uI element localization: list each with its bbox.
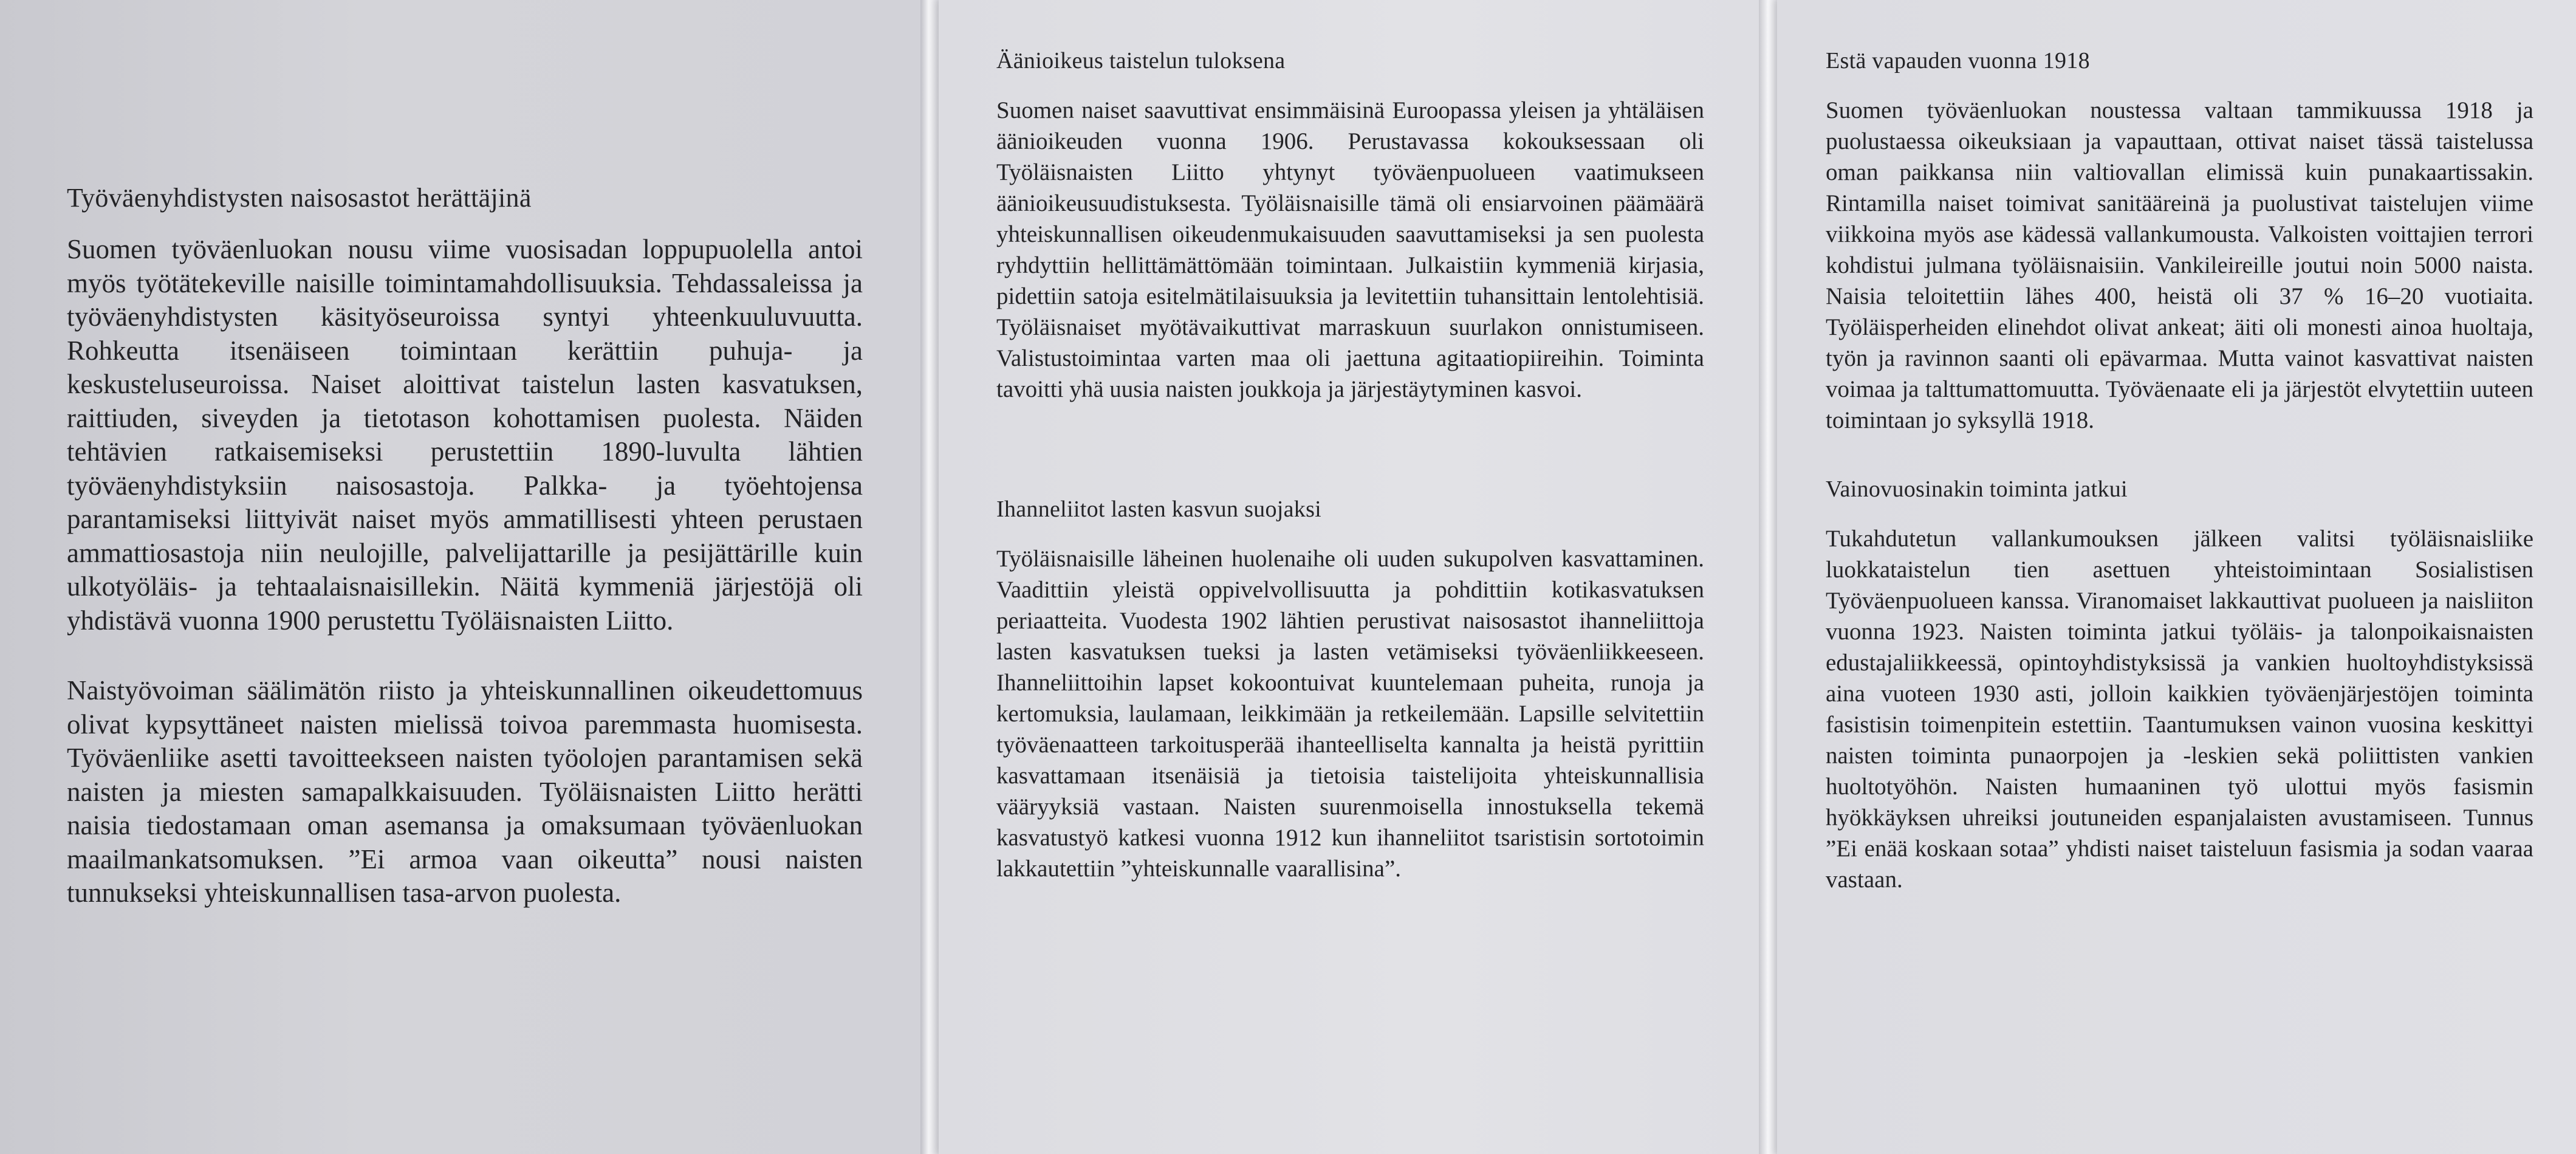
middle-paragraph-1: Suomen naiset saavuttivat ensimmäisinä Euroopassa yleisen ja yhtäläisen äänioikeuden vuonna 1906. Perustavassa kokouksessaan oli Työläisnaisten Liitto yhtynyt työväenpuolueen vaatimukseen äänioikeusuudistuksesta. Työläisnaisille tämä oli ensiarvoinen päämäärä yhteiskunnallisen oikeudenmukaisuuden saavuttamiseksi ja sen puolesta ryhdyttiin hellittämättömään toimintaan. Julkaistiin kymmeniä kirjasia, pidettiin satoja esitelmätilaisuuksia ja levitettiin tuhansittain lentolehtisiä. Työläisnaiset myötävaikuttivat marraskuun suurlakon onnistumiseen. Valistustoimintaa varten maa oli jaettuna agitaatiopiireihin. Toiminta tavoitti yhä uusia naisten joukkoja ja järjestäytyminen kasvoi. [996,97,1704,402]
middle-paragraph-2: Työläisnaisille läheinen huolenaihe oli uuden sukupolven kasvattaminen. Vaadittiin yleistä oppivelvollisuutta ja pohdittiin kotikasvatuksen periaatteita. Vuodesta 1902 lähtien perustivat naisosastot ihanneliittoja lasten kasvatuksen tueksi ja lasten vetämiseksi työväenliikkeeseen. Ihanneliittoihin lapset kokoontuivat kuuntelemaan puheita, runoja ja kertomuksia, laulamaan, leikkimään ja retkeilemään. Lapsille selvitettiin työväenaatteen tarkoitusperää ihanteelliselta kannalta ja heistä pyrittiin kasvattamaan itsenäisiä ja tietoisia taistelijoita yhteiskunnallisia vääryyksiä vastaan. Naisten suurenmoisella innostuksella tekemä kasvatustyö katkesi vuonna 1912 kun ihanneliitot tsaristisin sortotoimin lakkautettiin ”yhteiskunnalle vaarallisina”. [996,546,1704,882]
right-paragraph-1: Suomen työväenluokan noustessa valtaan tammikuussa 1918 ja puolustaessa oikeuksiaan ja vapauttaan, ottivat naiset tässä taistelussa oman paikkansa niin valtiovallan elimissä kuin punakaartissakin. Rintamilla naiset toimivat sanitääreinä ja puolustivat taistelujen viime viikkoina myös ase kädessä vallankumousta. Valkoisten voittajien terrori kohdistui julmana työläisnaisiin. Vankileireille joutui noin 5000 naista. Naisia teloitettiin lähes 400, heistä oli 37 % 16–20 vuotiaita. Työläisperheiden elinehdot olivat ankeat; äiti oli monesti ainoa huoltaja, työn ja ravinnon saanti oli epävarmaa. Mutta vainot kasvattivat naisten voimaa ja talttumattomuutta. Työväenaate eli ja järjestöt elvytettiin uuteen toimintaan jo syksyllä 1918. [1826,97,2533,433]
right-panel [1777,0,2576,1154]
left-paragraph-2: Naistyövoiman säälimätön riisto ja yhteiskunnallinen oikeudettomuus olivat kypsyttäneet naisten mielissä toivoa paremmasta huomisesta. Työväenliike asetti tavoitteekseen naisten työolojen parantamisen sekä naisten ja miesten samapalkkaisuuden. Työläisnaisten Liitto herätti naisia tiedostamaan oman asemansa ja omaksumaan työväenluokan maailmankatsomuksen. ”Ei armoa vaan oikeutta” nousi naisten tunnukseksi yhteiskunnallisen tasa-arvon puolesta. [67,675,863,908]
left-heading: Työväenyhdistysten naisosastot herättäjinä [67,183,532,213]
right-heading-1: Estä vapauden vuonna 1918 [1826,48,2090,74]
middle-panel [939,0,1759,1154]
fold-crease-right [1759,0,1777,1154]
middle-heading-2: Ihanneliitot lasten kasvun suojaksi [996,496,1322,522]
left-paragraph-1: Suomen työväenluokan nousu viime vuosisadan loppupuolella antoi myös työtätekeville naisille toimintamahdollisuuksia. Tehdassaleissa ja työväenyhdistysten käsityöseuroissa syntyi yhteenkuuluvuutta. Rohkeutta itsenäiseen toimintaan kerättiin puhuja- ja keskusteluseuroissa. Naiset aloittivat taistelun lasten kasvatuksen, raittiuden, siveyden ja tietotason kohottamisen puolesta. Näiden tehtävien ratkaisemiseksi perustettiin 1890-luvulta lähtien työväenyhdistyksiin naisosastoja. Palkka- ja työehtojensa parantamiseksi liittyivät naiset myös ammatillisesti yhteen perustaen ammattiosastoja niin neulojille, palvelijattarille ja pesijättärille kuin ulkotyöläis- ja tehtaalaisnaisillekin. Näitä kymmeniä järjestöjä oli yhdistävä vuonna 1900 perustettu Työläisnaisten Liitto. [67,234,863,636]
fold-crease-left [920,0,939,1154]
middle-heading-1: Äänioikeus taistelun tuloksena [996,48,1286,74]
right-paragraph-2: Tukahdutetun vallankumouksen jälkeen valitsi työläisnaisliike luokkataistelun tien asettuen yhteistoimintaan Sosialistisen Työväenpuolueen kanssa. Viranomaiset lakkauttivat puolueen ja naisliiton vuonna 1923. Naisten toiminta jatkui työläis- ja talonpoikaisnaisten edustajaliikkeessä, opintoyhdistyksissä ja vankien huoltoyhdistyksissä aina vuoteen 1930 asti, jolloin kaikkien työväenjärjestöjen toiminta fasistisin toimenpitein estettiin. Taantumuksen vainon vuosina keskittyi naisten toiminta punaorpojen ja -leskien sekä poliittisten vankien huoltotyöhön. Naisten humaaninen työ ulottui myös fasismin hyökkäyksen uhreiksi joutuneiden espanjalaisten avustamiseen. Tunnus ”Ei enää koskaan sotaa” yhdisti naiset taisteluun fasismia ja sodan vaaraa vastaan. [1826,526,2533,893]
right-heading-2: Vainovuosinakin toiminta jatkui [1826,476,2128,502]
left-panel [0,0,920,1154]
